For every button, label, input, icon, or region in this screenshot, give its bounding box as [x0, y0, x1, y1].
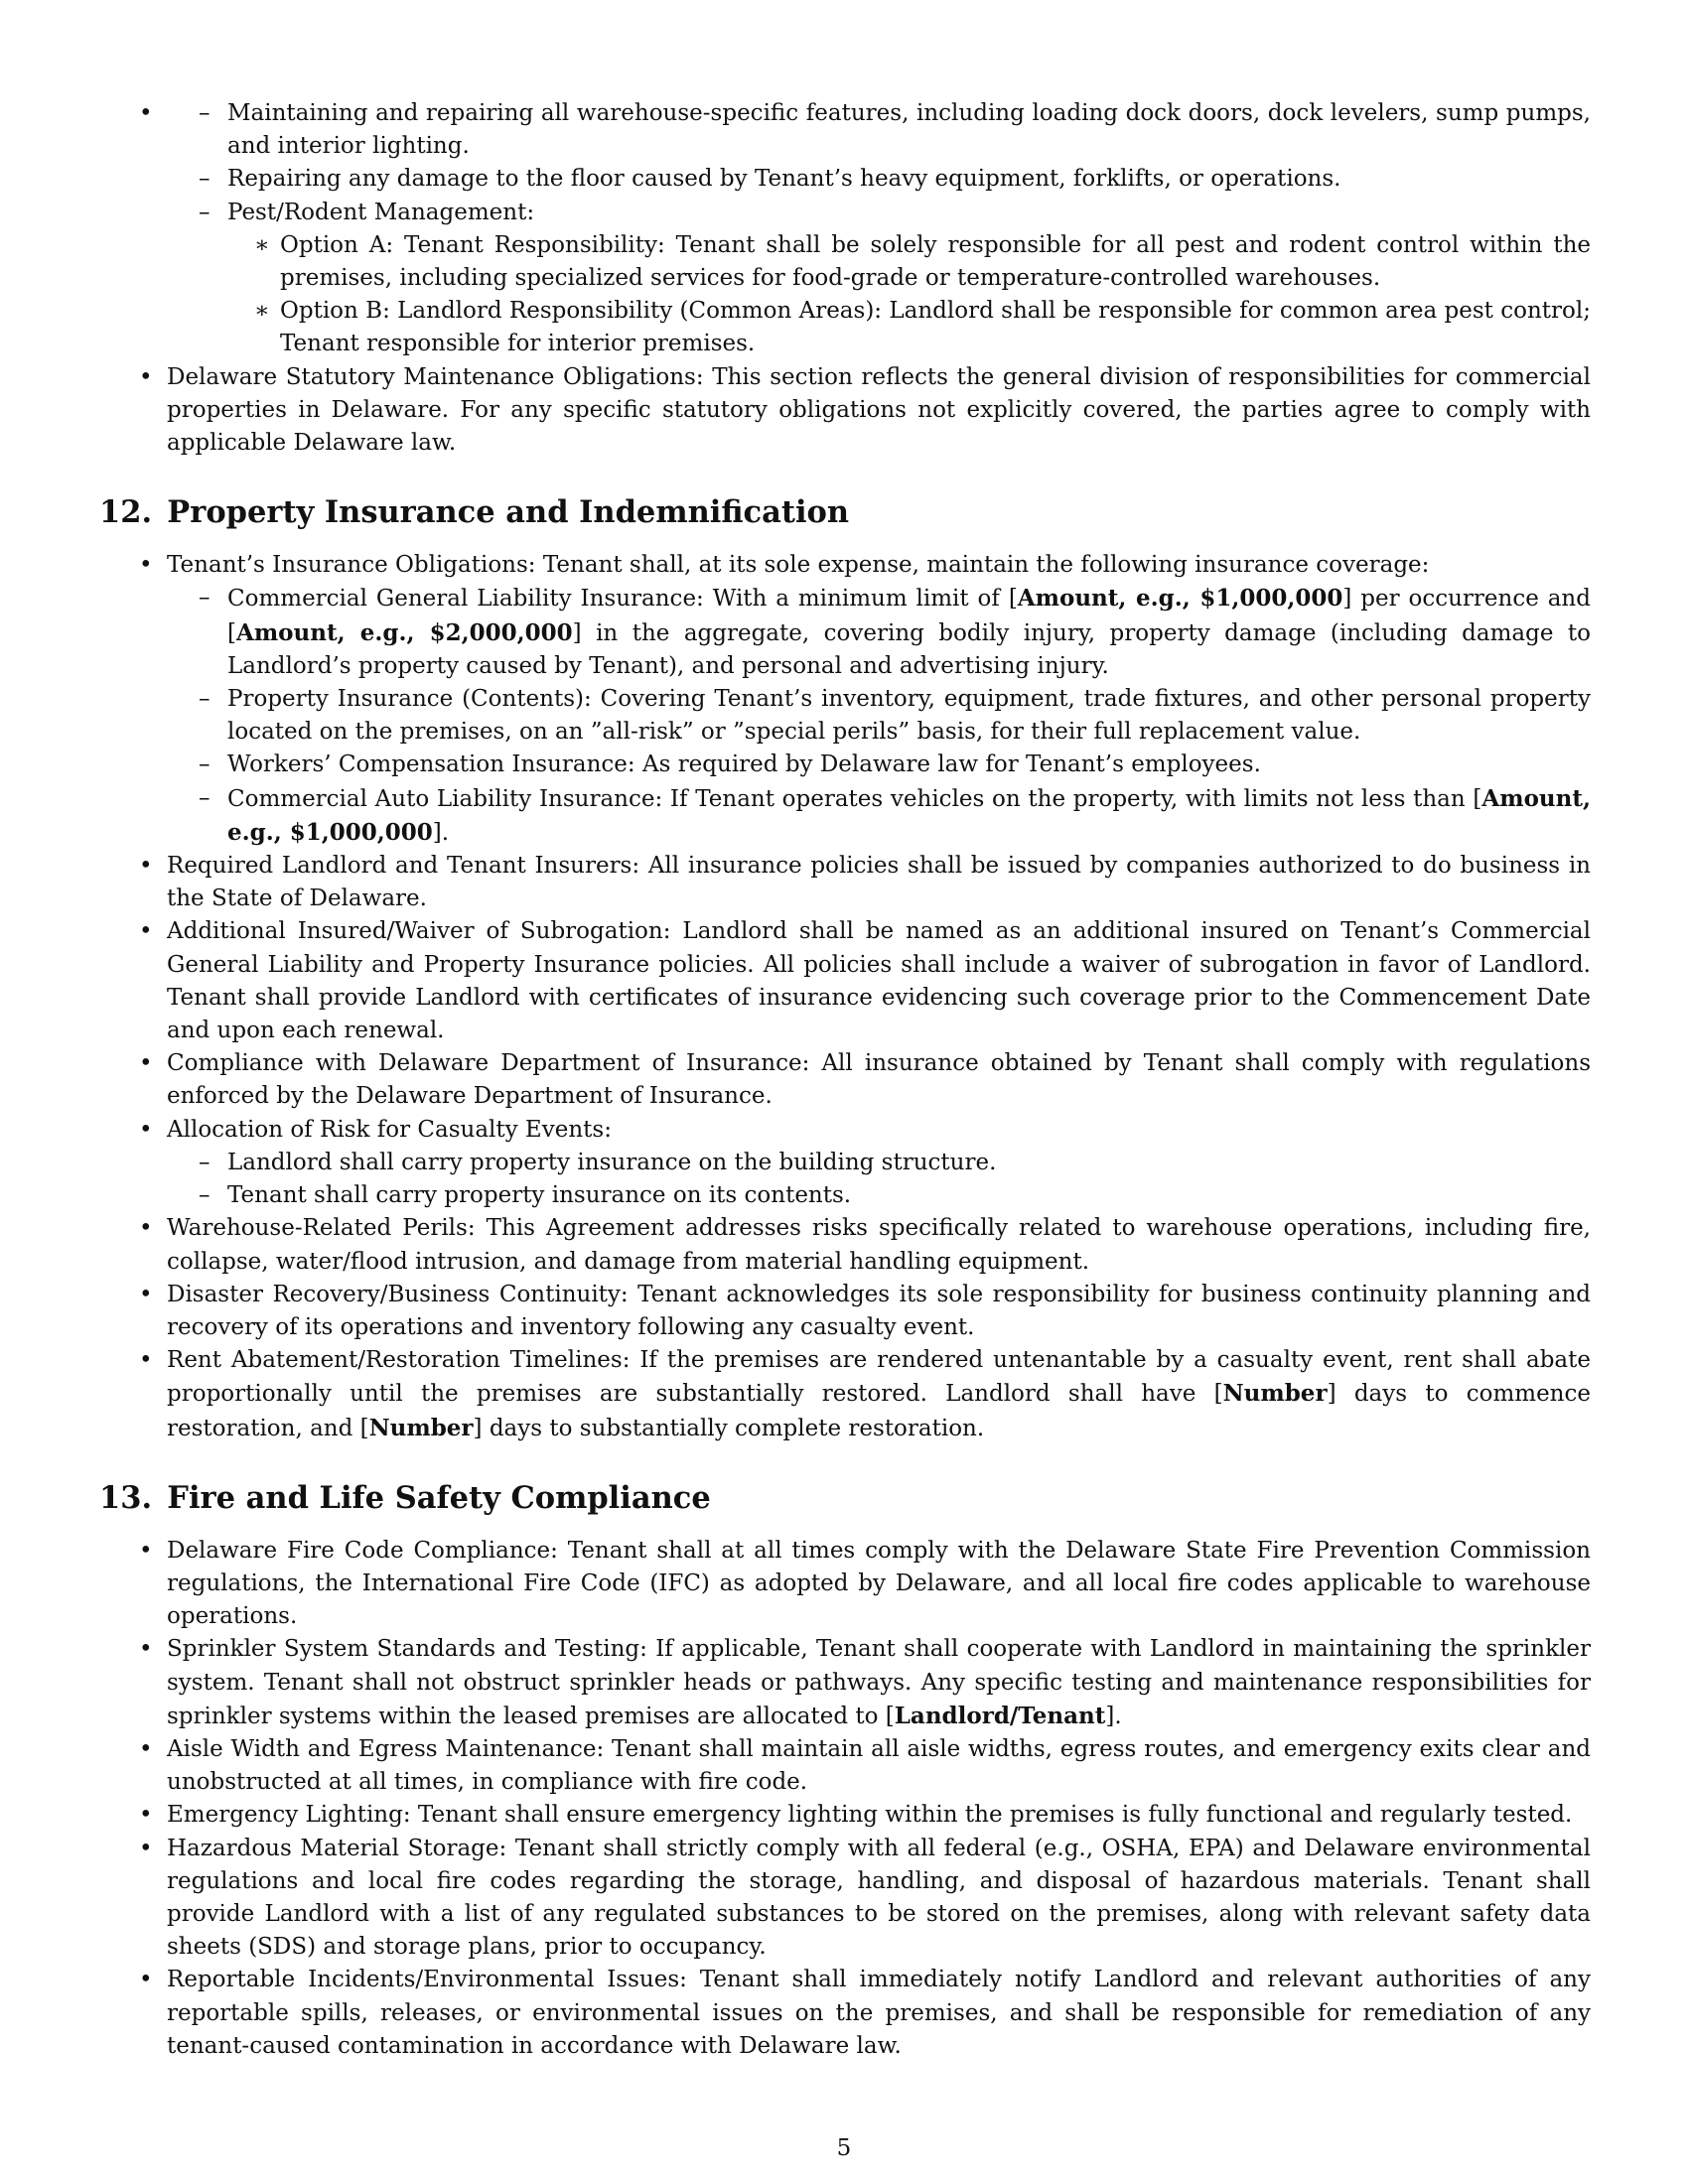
list-item: • Hazardous Material Storage: Tenant shall strictly comply with all federal (e.g., OSHA, EPA) and Delaware environmental regulations and local fire codes regarding the storage, handling, and disposal of hazardous materials. Tenant shall provide Landlord with a list of any regulated substances to be stored on the premises, along with relevant safety data sheets (SDS) and storage plans, prior to occupancy. — [99, 1833, 1591, 1965]
list-item: • Warehouse-Related Perils: This Agreement addresses risks specifically related to warehouse operations, including fire, collapse, water/flood intrusion, and damage from material handling equipment. — [99, 1212, 1591, 1278]
list-item: • Reportable Incidents/Environmental Issues: Tenant shall immediately notify Landlord and relevant authorities of any reportable spills, releases, or environmental issues on the premises, and shall be responsible for remediation of any tenant-caused contamination in accordance with Delaware law. — [99, 1964, 1591, 2063]
list-item: • Additional Insured/Waiver of Subrogation: Landlord shall be named as an additional insured on Tenant’s Commercial General Liability and Property Insurance policies. All policies shall include a waiver of subrogation in favor of Landlord. Tenant shall provide Landlord with certificates of insurance evidencing such coverage prior to the Commencement Date and upon each renewal. — [99, 915, 1591, 1047]
list-item: – • Maintaining and repairing all warehouse-specific features, including loading dock doors, dock levelers, sump pumps, and interior lighting. — [167, 97, 1591, 163]
list-item: • Aisle Width and Egress Maintenance: Tenant shall maintain all aisle widths, egress routes, and emergency exits clear and unobstructed at all times, in compliance with fire code. — [99, 1733, 1591, 1799]
tenant-insurance-obligations: Tenant’s Insurance Obligations: Tenant shall, at its sole expense, maintain the following insurance coverage: — [167, 552, 1430, 579]
section-12-heading: 12. Property Insurance and Indemnification — [99, 494, 850, 531]
section-13-heading: 13. Fire and Life Safety Compliance — [99, 1479, 711, 1516]
list-item — [167, 582, 1591, 683]
allocation-label: Allocation of Risk for Casualty Events: — [167, 1116, 612, 1143]
placeholder-amount: Amount, e.g., $1,000,000 — [227, 784, 1591, 846]
text: Rent Abatement/Restoration Timelines: If the premises are rendered untenantable by a casualty event, rent shall abate proportionally until the premises are substantially restored. Landlord shall have [ — [167, 1347, 1591, 1408]
pest-option-b: ∗ Option B: Landlord Responsibility (Common Areas): Landlord shall be responsible for common area pest control; Tenant responsible for interior premises. — [227, 295, 1591, 360]
placeholder-number: Number — [1222, 1380, 1328, 1408]
text: ] days to substantially complete restoration. — [473, 1415, 985, 1441]
placeholder-amount: Amount, e.g., $1,000,000 — [1017, 585, 1343, 613]
list-item: • Compliance with Delaware Department of Insurance: All insurance obtained by Tenant shall comply with regulations enforced by the Delaware Department of Insurance. — [99, 1047, 1591, 1113]
text: ]. — [1105, 1703, 1122, 1729]
text: ] days to commence restoration, and [ — [167, 1381, 1591, 1441]
list-item: • Disaster Recovery/Business Continuity: Tenant acknowledges its sole responsibility for business continuity planning and recovery of its operations and inventory following any casualty event. — [99, 1279, 1591, 1344]
text: ] per occurrence and [ — [227, 586, 1591, 646]
list-item — [99, 1114, 1591, 1213]
pest-options-list — [167, 229, 1591, 361]
page-number: 5 — [836, 2135, 852, 2161]
warehouse-maintenance-sublist — [99, 97, 1591, 361]
statutory-list — [99, 361, 1591, 461]
list-item: – Landlord shall carry property insurance on the building structure. — [167, 1147, 1591, 1179]
list-item: • Delaware Statutory Maintenance Obligations: This section reflects the general division of responsibilities for commercial properties in Delaware. For any specific statutory obligations not explicitly covered, the parties agree to comply with applicable Delaware law. — [99, 361, 1591, 461]
list-item — [99, 97, 1591, 361]
text: Commercial General Liability Insurance: With a minimum limit of [ — [227, 586, 1018, 613]
list-item: – Tenant shall carry property insurance on its contents. — [167, 1179, 1591, 1212]
list-item — [99, 549, 1591, 850]
maintenance-list — [99, 97, 1591, 361]
placeholder-party: Landlord/Tenant — [894, 1702, 1106, 1729]
section-12-list — [99, 549, 1591, 1444]
pest-management-label: Pest/Rodent Management: — [227, 199, 535, 225]
list-item: – Property Insurance (Contents): Covering Tenant’s inventory, equipment, trade fixtures, and other personal property located on the premises, on an ”all-risk” or ”special perils” basis, for their full replacement value. — [167, 683, 1591, 749]
insurance-coverage-sublist — [99, 582, 1591, 850]
list-item: • Required Landlord and Tenant Insurers: All insurance policies shall be issued by companies authorized to do business in the State of Delaware. — [99, 850, 1591, 915]
list-item: – Repairing any damage to the floor caused by Tenant’s heavy equipment, forklifts, or operations. — [167, 163, 1591, 196]
placeholder-amount: Amount, e.g., $2,000,000 — [235, 618, 573, 646]
text: ]. — [432, 819, 450, 846]
list-item: – Workers’ Compensation Insurance: As required by Delaware law for Tenant’s employees. — [167, 749, 1591, 781]
list-item — [99, 1344, 1591, 1445]
allocation-sublist — [99, 1147, 1591, 1212]
text: Commercial Auto Liability Insurance: If Tenant operates vehicles on the property, with limits not less than [ — [227, 785, 1482, 812]
list-item: • Delaware Fire Code Compliance: Tenant shall at all times comply with the Delaware State Fire Prevention Commission regulations, the International Fire Code (IFC) as adopted by Delaware, and all local fire codes applicable to warehouse operations. — [99, 1535, 1591, 1634]
pest-option-a: ∗ Option A: Tenant Responsibility: Tenant shall be solely responsible for all pest and rodent control within the premises, including specialized services for food-grade or temperature-controlled warehouses. — [227, 229, 1591, 295]
list-item: • Emergency Lighting: Tenant shall ensure emergency lighting within the premises is fully functional and regularly tested. — [99, 1799, 1591, 1832]
text: Sprinkler System Standards and Testing: If applicable, Tenant shall cooperate with Landlord in maintaining the sprinkler system. Tenant shall not obstruct sprinkler heads or pathways. Any specific testing and maintenance responsibilities for sprinkler systems within the leased premises are allocated to [ — [167, 1636, 1591, 1729]
section-13-list — [99, 1535, 1591, 2063]
list-item — [167, 782, 1591, 850]
document-page — [99, 97, 1591, 2063]
list-item — [99, 1633, 1591, 1733]
text: ] in the aggregate, covering bodily injury, property damage (including damage to Landlord’s property caused by Tenant), and personal and advertising injury. — [227, 619, 1591, 679]
list-item — [167, 197, 1591, 361]
placeholder-number: Number — [368, 1414, 474, 1441]
